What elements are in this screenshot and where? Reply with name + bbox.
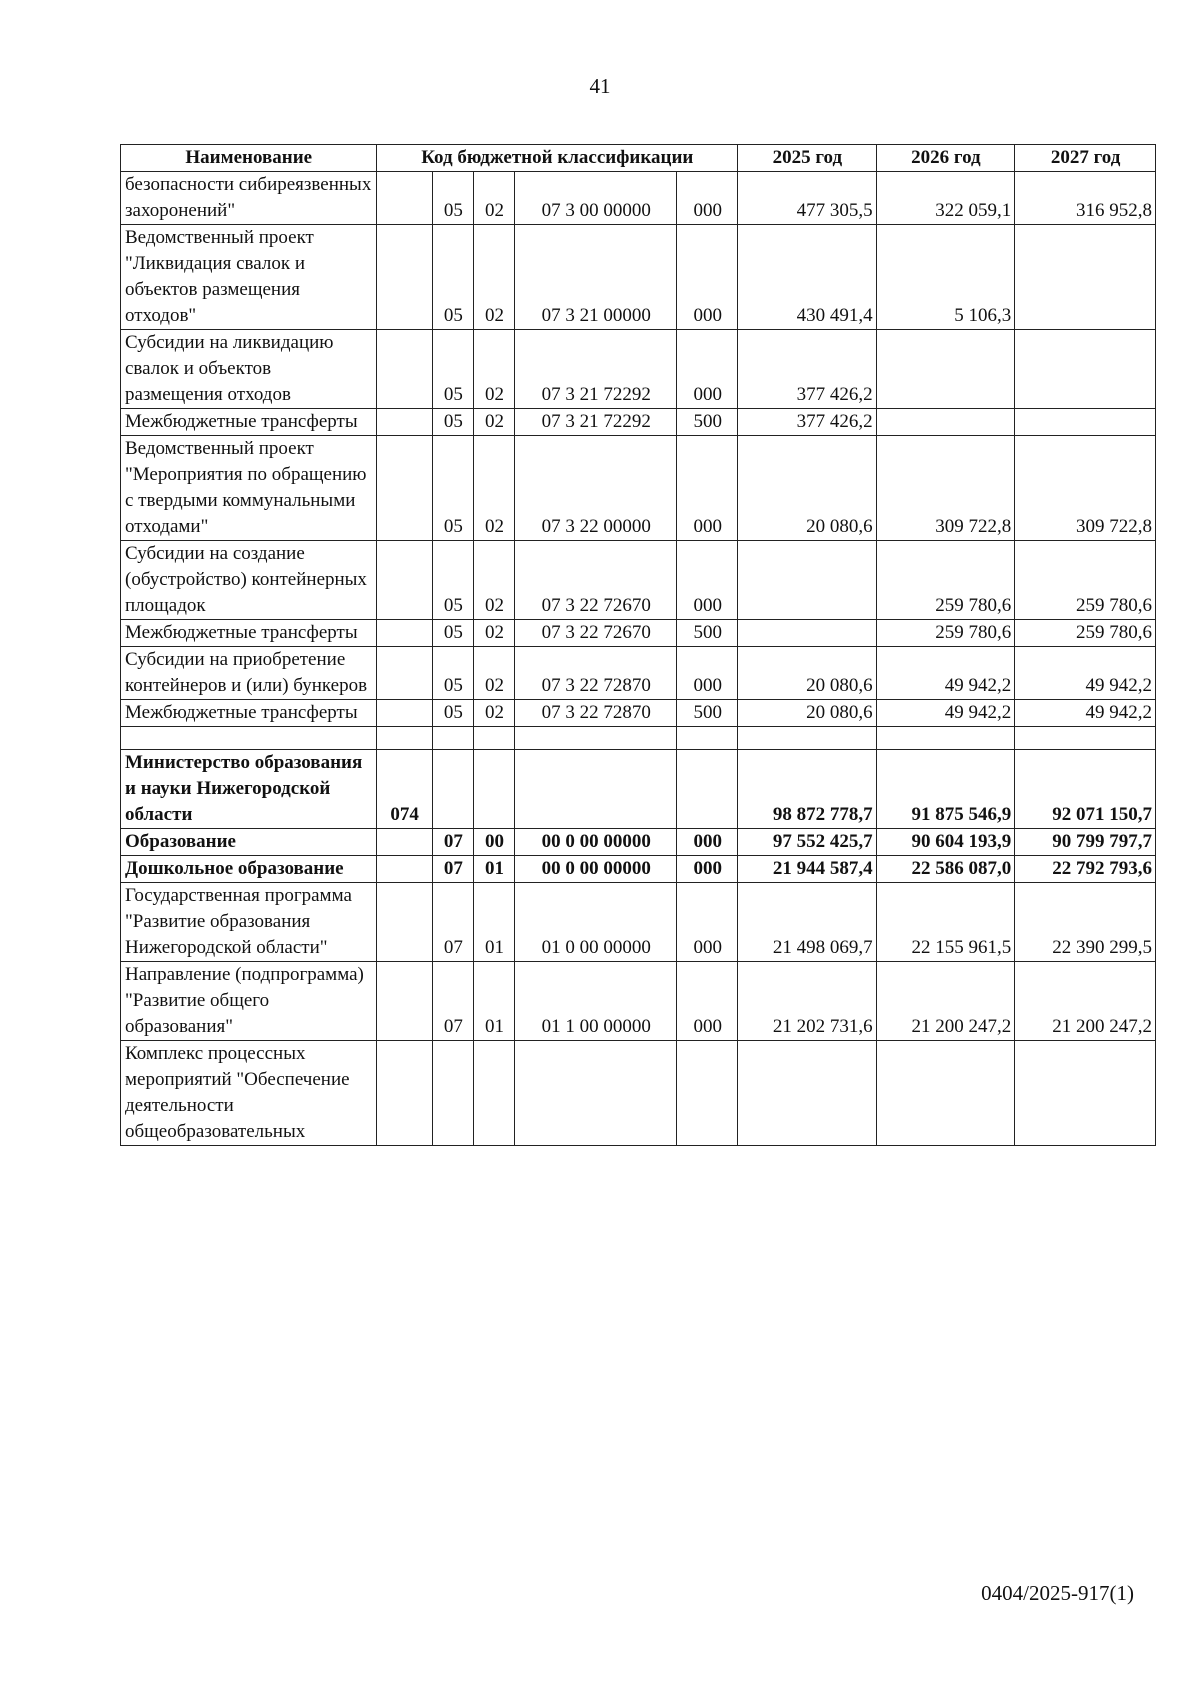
cell-y2027	[1015, 409, 1156, 436]
cell-razdel	[432, 727, 473, 750]
cell-csr: 00 0 00 00000	[515, 829, 677, 856]
cell-vedomstvo	[376, 541, 432, 620]
cell-podrazdel: 02	[473, 172, 514, 225]
cell-razdel: 07	[432, 856, 473, 883]
table-row	[121, 225, 1156, 330]
cell-y2025: 430 491,4	[738, 225, 877, 330]
cell-name: Субсидии на ликвидацию свалок и объектов размещения отходов	[121, 330, 377, 409]
cell-y2025: 477 305,5	[738, 172, 877, 225]
header-2025: 2025 год	[738, 145, 877, 172]
cell-y2027	[1015, 1041, 1156, 1146]
table-row	[121, 541, 1156, 620]
cell-y2026: 90 604 193,9	[876, 829, 1015, 856]
page-number: 41	[589, 74, 611, 98]
cell-csr: 07 3 22 72870	[515, 647, 677, 700]
cell-vedomstvo	[376, 647, 432, 700]
cell-vedomstvo	[376, 172, 432, 225]
cell-y2025: 20 080,6	[738, 700, 877, 727]
cell-razdel: 05	[432, 700, 473, 727]
cell-podrazdel: 01	[473, 856, 514, 883]
cell-vr	[677, 1041, 738, 1146]
cell-csr: 00 0 00 00000	[515, 856, 677, 883]
table-header-row	[121, 145, 1156, 172]
cell-vr: 000	[677, 436, 738, 541]
cell-podrazdel: 02	[473, 620, 514, 647]
cell-csr: 07 3 21 72292	[515, 330, 677, 409]
cell-y2025	[738, 1041, 877, 1146]
cell-y2026	[876, 330, 1015, 409]
cell-y2025: 377 426,2	[738, 330, 877, 409]
cell-name: Субсидии на создание (обустройство) контейнерных площадок	[121, 541, 377, 620]
cell-name: Субсидии на приобретение контейнеров и (или) бункеров	[121, 647, 377, 700]
table-row	[121, 330, 1156, 409]
cell-name: Межбюджетные трансферты	[121, 700, 377, 727]
cell-csr: 01 1 00 00000	[515, 962, 677, 1041]
cell-y2027: 22 792 793,6	[1015, 856, 1156, 883]
document-code: 0404/2025-917(1)	[981, 1581, 1134, 1605]
cell-name: Межбюджетные трансферты	[121, 409, 377, 436]
cell-name: Дошкольное образование	[121, 856, 377, 883]
cell-y2027	[1015, 727, 1156, 750]
cell-vedomstvo	[376, 330, 432, 409]
cell-vedomstvo: 074	[376, 750, 432, 829]
cell-csr: 07 3 22 72670	[515, 620, 677, 647]
cell-razdel: 05	[432, 436, 473, 541]
cell-vr: 000	[677, 647, 738, 700]
cell-y2026	[876, 727, 1015, 750]
cell-vr: 000	[677, 856, 738, 883]
cell-y2025: 97 552 425,7	[738, 829, 877, 856]
cell-podrazdel: 02	[473, 330, 514, 409]
cell-vr: 500	[677, 620, 738, 647]
cell-y2026: 259 780,6	[876, 620, 1015, 647]
cell-podrazdel	[473, 750, 514, 829]
cell-name: Государственная программа "Развитие образования Нижегородской области"	[121, 883, 377, 962]
header-2027: 2027 год	[1015, 145, 1156, 172]
cell-csr: 07 3 21 72292	[515, 409, 677, 436]
cell-vedomstvo	[376, 883, 432, 962]
cell-name: Ведомственный проект "Мероприятия по обращению с твердыми коммунальными отходами"	[121, 436, 377, 541]
cell-y2025: 20 080,6	[738, 647, 877, 700]
cell-y2027: 92 071 150,7	[1015, 750, 1156, 829]
table-row	[121, 436, 1156, 541]
cell-vedomstvo	[376, 1041, 432, 1146]
cell-razdel	[432, 750, 473, 829]
header-code: Код бюджетной классификации	[376, 145, 738, 172]
header-2026: 2026 год	[876, 145, 1015, 172]
cell-vr: 000	[677, 962, 738, 1041]
table-row	[121, 883, 1156, 962]
table-row	[121, 620, 1156, 647]
cell-y2027: 309 722,8	[1015, 436, 1156, 541]
cell-podrazdel: 01	[473, 962, 514, 1041]
cell-podrazdel: 02	[473, 647, 514, 700]
cell-y2026: 49 942,2	[876, 647, 1015, 700]
cell-vedomstvo	[376, 829, 432, 856]
cell-y2027: 49 942,2	[1015, 647, 1156, 700]
cell-razdel: 05	[432, 620, 473, 647]
cell-csr: 07 3 00 00000	[515, 172, 677, 225]
cell-name	[121, 727, 377, 750]
table-body	[121, 172, 1156, 1146]
cell-y2026: 309 722,8	[876, 436, 1015, 541]
cell-razdel: 05	[432, 409, 473, 436]
cell-y2026: 322 059,1	[876, 172, 1015, 225]
cell-vr: 000	[677, 541, 738, 620]
table-row	[121, 829, 1156, 856]
table-row	[121, 1041, 1156, 1146]
cell-razdel: 05	[432, 172, 473, 225]
cell-csr	[515, 750, 677, 829]
cell-vr	[677, 727, 738, 750]
cell-name: Межбюджетные трансферты	[121, 620, 377, 647]
cell-vedomstvo	[376, 409, 432, 436]
cell-name: Образование	[121, 829, 377, 856]
table-row	[121, 409, 1156, 436]
cell-y2025: 21 944 587,4	[738, 856, 877, 883]
cell-y2025	[738, 620, 877, 647]
cell-name: Направление (подпрограмма) "Развитие общего образования"	[121, 962, 377, 1041]
cell-name: Ведомственный проект "Ликвидация свалок и объектов размещения отходов"	[121, 225, 377, 330]
cell-csr: 07 3 22 72870	[515, 700, 677, 727]
cell-y2027	[1015, 330, 1156, 409]
table-row	[121, 647, 1156, 700]
table-row	[121, 727, 1156, 750]
cell-podrazdel	[473, 1041, 514, 1146]
cell-vedomstvo	[376, 962, 432, 1041]
cell-razdel: 07	[432, 883, 473, 962]
cell-name: Комплекс процессных мероприятий "Обеспечение деятельности общеобразовательных	[121, 1041, 377, 1146]
cell-vedomstvo	[376, 856, 432, 883]
cell-vr: 000	[677, 330, 738, 409]
cell-vr: 000	[677, 883, 738, 962]
cell-csr: 07 3 22 72670	[515, 541, 677, 620]
cell-vedomstvo	[376, 436, 432, 541]
cell-vr: 000	[677, 172, 738, 225]
cell-y2027: 316 952,8	[1015, 172, 1156, 225]
cell-razdel	[432, 1041, 473, 1146]
cell-y2025: 21 498 069,7	[738, 883, 877, 962]
cell-y2027: 22 390 299,5	[1015, 883, 1156, 962]
cell-csr	[515, 727, 677, 750]
cell-vr: 000	[677, 829, 738, 856]
cell-vedomstvo	[376, 620, 432, 647]
cell-csr: 07 3 22 00000	[515, 436, 677, 541]
cell-vr: 000	[677, 225, 738, 330]
cell-name: безопасности сибиреязвенных захоронений"	[121, 172, 377, 225]
cell-y2026	[876, 409, 1015, 436]
cell-y2027: 21 200 247,2	[1015, 962, 1156, 1041]
cell-podrazdel: 02	[473, 700, 514, 727]
cell-podrazdel: 02	[473, 409, 514, 436]
cell-y2026: 49 942,2	[876, 700, 1015, 727]
cell-podrazdel	[473, 727, 514, 750]
cell-razdel: 05	[432, 330, 473, 409]
cell-vr	[677, 750, 738, 829]
cell-y2027: 49 942,2	[1015, 700, 1156, 727]
cell-y2025	[738, 541, 877, 620]
cell-y2026: 259 780,6	[876, 541, 1015, 620]
cell-razdel: 05	[432, 225, 473, 330]
table-row	[121, 856, 1156, 883]
cell-y2025	[738, 727, 877, 750]
cell-y2026: 91 875 546,9	[876, 750, 1015, 829]
cell-y2026: 22 586 087,0	[876, 856, 1015, 883]
cell-csr: 01 0 00 00000	[515, 883, 677, 962]
budget-table	[120, 144, 1156, 1146]
cell-csr	[515, 1041, 677, 1146]
cell-y2027: 259 780,6	[1015, 541, 1156, 620]
header-name: Наименование	[121, 145, 377, 172]
table-row	[121, 172, 1156, 225]
table-row	[121, 962, 1156, 1041]
cell-y2027: 259 780,6	[1015, 620, 1156, 647]
cell-name: Министерство образования и науки Нижегородской области	[121, 750, 377, 829]
cell-podrazdel: 02	[473, 541, 514, 620]
cell-vedomstvo	[376, 727, 432, 750]
cell-razdel: 05	[432, 647, 473, 700]
cell-y2026: 21 200 247,2	[876, 962, 1015, 1041]
table-row	[121, 700, 1156, 727]
cell-y2025: 20 080,6	[738, 436, 877, 541]
cell-vedomstvo	[376, 700, 432, 727]
cell-y2025: 21 202 731,6	[738, 962, 877, 1041]
table-row	[121, 750, 1156, 829]
cell-y2025: 98 872 778,7	[738, 750, 877, 829]
cell-y2025: 377 426,2	[738, 409, 877, 436]
cell-y2026: 22 155 961,5	[876, 883, 1015, 962]
cell-razdel: 07	[432, 829, 473, 856]
cell-podrazdel: 00	[473, 829, 514, 856]
cell-razdel: 05	[432, 541, 473, 620]
cell-vedomstvo	[376, 225, 432, 330]
cell-razdel: 07	[432, 962, 473, 1041]
cell-y2026: 5 106,3	[876, 225, 1015, 330]
cell-podrazdel: 01	[473, 883, 514, 962]
cell-podrazdel: 02	[473, 225, 514, 330]
cell-y2026	[876, 1041, 1015, 1146]
cell-y2027: 90 799 797,7	[1015, 829, 1156, 856]
cell-podrazdel: 02	[473, 436, 514, 541]
cell-vr: 500	[677, 409, 738, 436]
cell-vr: 500	[677, 700, 738, 727]
cell-y2027	[1015, 225, 1156, 330]
cell-csr: 07 3 21 00000	[515, 225, 677, 330]
